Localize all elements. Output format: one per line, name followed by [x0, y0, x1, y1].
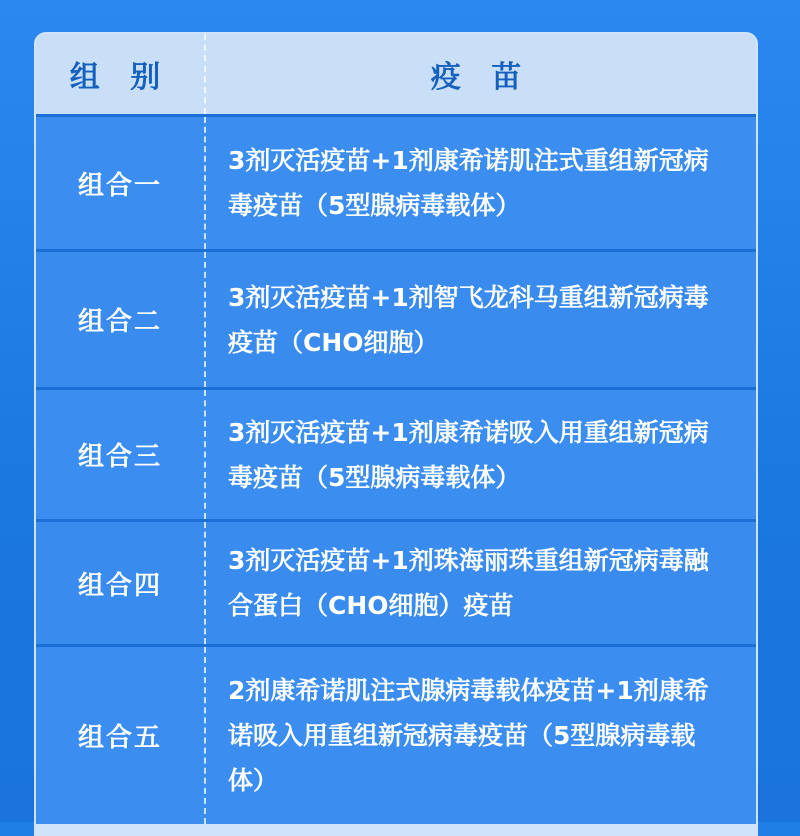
row-vaccine-text: 3剂灭活疫苗+1剂智飞龙科马重组新冠病毒疫苗（CHO细胞）: [228, 282, 709, 357]
row-group-label: 组合四: [36, 522, 206, 644]
row-vaccine-text: 2剂康希诺肌注式腺病毒载体疫苗+1剂康希诺吸入用重组新冠病毒疫苗（5型腺病毒载体）: [228, 676, 709, 795]
table-row: [36, 114, 756, 249]
table-row: [36, 644, 756, 824]
row-group-label: 组合三: [36, 390, 206, 519]
row-vaccine-text: 3剂灭活疫苗+1剂康希诺吸入用重组新冠病毒疫苗（5型腺病毒载体）: [228, 417, 709, 492]
row-group-label: 组合二: [36, 252, 206, 387]
table-row: [36, 387, 756, 519]
table-header: [36, 34, 756, 114]
row-group-label: 组合一: [36, 117, 206, 249]
table-row: [36, 249, 756, 387]
table-row: [36, 519, 756, 644]
row-vaccine-text: 3剂灭活疫苗+1剂珠海丽珠重组新冠病毒融合蛋白（CHO细胞）疫苗: [228, 546, 709, 620]
row-vaccine-text: 3剂灭活疫苗+1剂康希诺肌注式重组新冠病毒疫苗（5型腺病毒载体）: [228, 146, 709, 220]
header-group: 组 别: [36, 34, 206, 114]
header-vaccine: 疫 苗: [430, 60, 532, 95]
row-group-label: 组合五: [36, 647, 206, 824]
vaccine-table: [34, 32, 758, 836]
